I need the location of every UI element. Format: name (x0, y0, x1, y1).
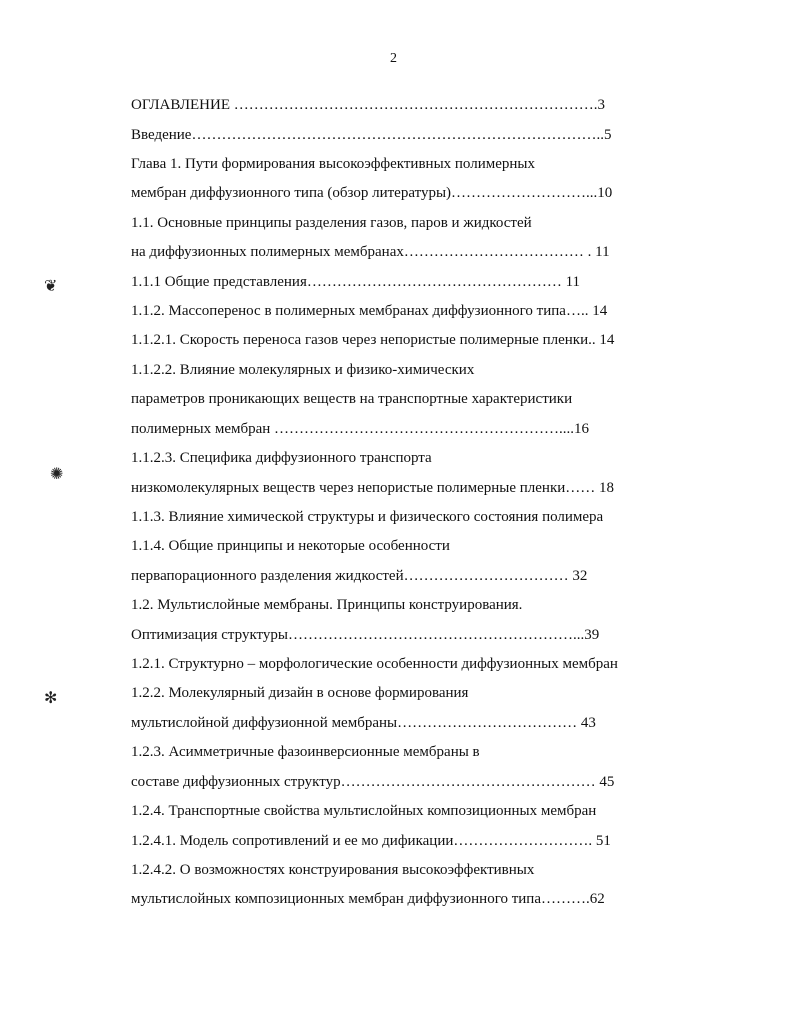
toc-line: полимерных мембран …………………………………………………....16 (131, 421, 590, 437)
toc-line: мультислойной диффузионной мембраны……………………………… 43 (131, 715, 596, 731)
toc-line: 1.2.2. Молекулярный дизайн в основе формирования (131, 685, 469, 701)
toc-line: параметров проникающих веществ на транспортные характеристики (131, 391, 573, 407)
page-number: 2 (390, 51, 397, 66)
toc-line: первапорационного разделения жидкостей…………………………… 32 (131, 568, 588, 584)
toc-line: Оптимизация структуры…………………………………………………...39 (131, 627, 600, 643)
toc-line: 1.2. Мультислойные мембраны. Принципы конструирования. (131, 597, 523, 613)
toc-line: 1.1.2.2. Влияние молекулярных и физико-химических (131, 362, 475, 378)
toc-line: Введение………………………………………………………………………..5 (131, 127, 612, 143)
toc-line: низкомолекулярных веществ через непористые полимерные пленки…… 18 (131, 480, 615, 496)
toc-line: 1.1.1 Общие представления…………………………………………… 11 (131, 274, 581, 290)
toc-line: мембран диффузионного типа (обзор литературы)………………………...10 (131, 185, 613, 201)
toc-line: 1.2.1. Структурно – морфологические особенности диффузионных мембран (131, 656, 618, 672)
toc-line: мультислойных композиционных мембран диффузионного типа……….62 (131, 891, 605, 907)
toc-line: составе диффузионных структур…………………………………………… 45 (131, 774, 615, 790)
toc-line: 1.1.2.1. Скорость переноса газов через непористые полимерные пленки.. 14 (131, 332, 615, 348)
toc-line: 1.2.4.1. Модель сопротивлений и ее мо дификации………………………. 51 (131, 833, 611, 849)
toc-line: 1.1.2. Массоперенос в полимерных мембранах диффузионного типа….. 14 (131, 303, 608, 319)
toc-line: на диффузионных полимерных мембранах……………………………… . 11 (131, 244, 610, 260)
scan-speck: ✻ (44, 690, 58, 707)
toc-line: 1.2.4.2. О возможностях конструирования высокоэффективных (131, 862, 535, 878)
toc-line: 1.1.3. Влияние химической структуры и физического состояния полимера (131, 509, 604, 525)
toc-line: 1.1. Основные принципы разделения газов, паров и жидкостей (131, 215, 532, 231)
toc-line: ОГЛАВЛЕНИЕ ……………………………………………………………….3 (131, 97, 605, 113)
toc-line: Глава 1. Пути формирования высокоэффективных полимерных (131, 156, 535, 172)
scan-speck: ✺ (50, 466, 64, 483)
toc-line: 1.1.4. Общие принципы и некоторые особенности (131, 538, 450, 554)
toc-line: 1.1.2.3. Специфика диффузионного транспорта (131, 450, 432, 466)
scan-speck: ❦ (44, 278, 58, 295)
toc-line: 1.2.4. Транспортные свойства мультислойных композиционных мембран (131, 803, 597, 819)
toc-line: 1.2.3. Асимметричные фазоинверсионные мембраны в (131, 744, 480, 760)
